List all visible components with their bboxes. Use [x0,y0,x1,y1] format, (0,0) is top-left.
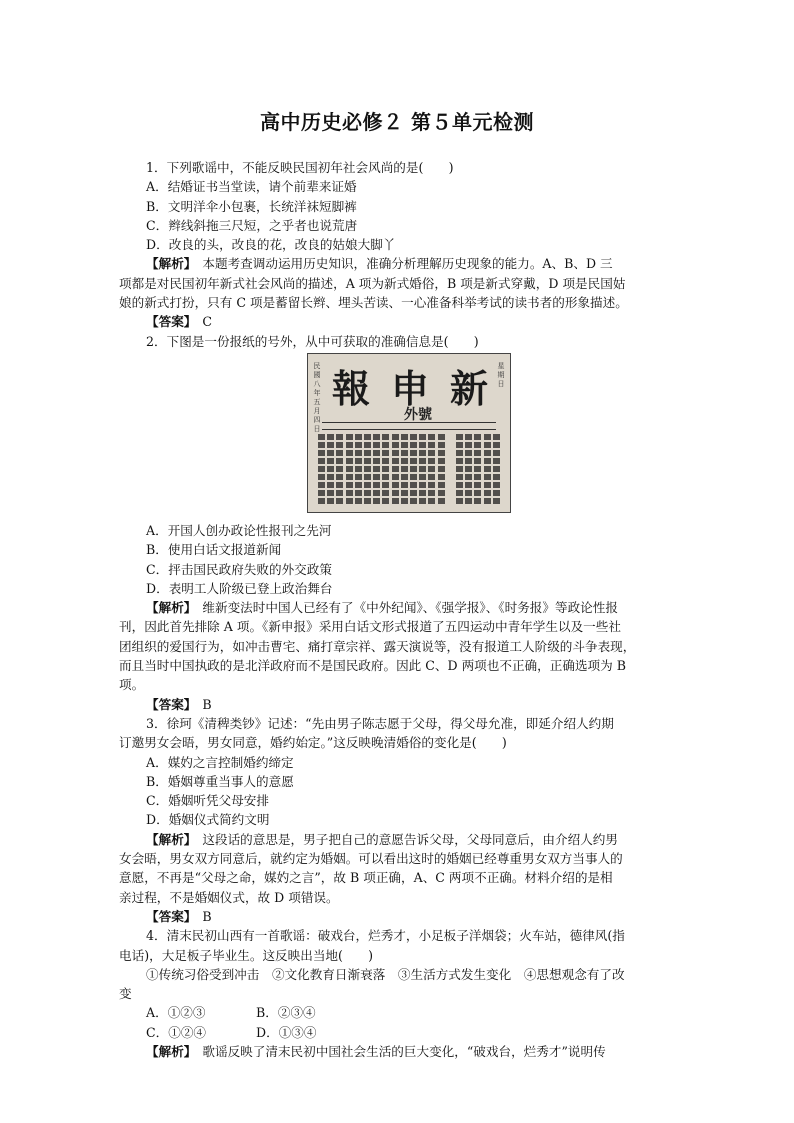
q3-answer: B [202,908,212,924]
masthead-char: 新 [449,366,488,412]
q4-options-row [119,1023,675,1042]
q4-option-c: C．①②④ [146,1024,207,1040]
q4-options-row [119,1003,675,1022]
newspaper-extra-image [307,353,511,513]
q1-stem: 1．下列歌谣中，不能反映民国初年社会风尚的是( ) [146,160,454,175]
q3-option-c: C．婚姻听凭父母安排 [146,793,269,809]
q2-analysis-line: 项。 [119,677,145,693]
q4-stem: 电话)，大足板子毕业生。这反映出当地( ) [119,947,374,963]
q1-option-c: C．辫线斜拖三尺短，之乎者也说荒唐 [146,217,358,233]
q1-answer-tag: 【答案】 [146,314,197,330]
q2-answer: B [202,696,212,712]
q2-option-b: B．使用白话文报道新闻 [146,542,282,558]
q4-option-d: D．①③④ [256,1024,317,1040]
exam-content [119,158,675,1061]
q1-answer: C [202,314,213,330]
q1-analysis-line: 项都是对民国初年新式社会风尚的描述，A 项为新式婚俗，B 项是新式穿戴，D 项是民国姑 [119,275,626,291]
q1-answer-line [119,312,675,331]
masthead-char: 報 [332,366,371,412]
q3-answer-tag: 【答案】 [146,908,197,924]
masthead-char: 申 [390,366,429,412]
q4-stem: 4．清末民初山西有一首歌谣：破戏台，烂秀才，小足板子洋烟袋；火车站，德律风(指 [146,928,625,944]
q4-analysis-line [119,1042,675,1061]
q2-option-a: A．开国人创办政论性报刊之先河 [146,522,332,538]
q2-stem: 2．下图是一份报纸的号外，从中可获取的准确信息是( ) [146,333,479,349]
q3-option-a: A．媒妁之言控制婚约缔定 [146,754,294,770]
newspaper-text-columns [318,434,500,506]
q3-option-b: B．婚姻尊重当事人的意愿 [146,773,294,789]
q3-analysis-line: 意愿，不再是“父母之命，媒妁之言”，故 B 项正确，A、C 两项不正确。材料介绍的是相 [119,870,613,886]
q2-option-c: C．抨击国民政府失败的外交政策 [146,561,332,577]
newspaper-date-column: 民國八年五月四日 [313,361,321,433]
q4-option-b: B．②③④ [256,1005,316,1021]
q2-analysis-line: 刊，因此首先排除 A 项。《新申报》采用白话文形式报道了五四运动中青年学生以及一些社 [119,619,621,635]
q3-analysis-tag: 【解析】 [146,831,197,847]
newspaper-weekday-column: 星期日 [497,361,505,388]
q4-items: 变 [119,986,132,1002]
q1-analysis-text: 本题考查调动运用历史知识，准确分析理解历史现象的能力。A、B、D 三 [202,256,613,272]
q4-analysis-tag: 【解析】 [146,1043,197,1059]
q1-analysis-line: 娘的新式打扮，只有 C 项是蓄留长辫、埋头苦读、一心准备科举考试的读书者的形象描述。 [119,295,628,311]
q2-analysis-line: 而且当时中国执政的是北洋政府而不是国民政府。因此 C、D 两项也不正确，正确选项为 B [119,658,626,674]
q1-analysis-line [119,254,675,273]
q3-analysis-line: 亲过程，不是婚姻仪式，故 D 项错误。 [119,889,339,905]
q1-option-d: D．改良的头，改良的花，改良的姑娘大脚丫 [146,237,396,253]
q1-analysis-tag: 【解析】 [146,256,197,272]
q2-answer-line [119,695,675,714]
newspaper-extra-label: 外號 [404,406,432,423]
q2-analysis-line [119,598,675,617]
q4-option-a: A．①②③ [146,1005,206,1021]
q3-analysis-text: 这段话的意思是，男子把自己的意愿告诉父母，父母同意后，由介绍人约男 [202,831,618,847]
q4-analysis-text: 歌谣反映了清末民初中国社会生活的巨大变化，“破戏台，烂秀才”说明传 [202,1043,606,1059]
q2-analysis-text: 维新变法时中国人已经有了《中外纪闻》、《强学报》、《时务报》等政论性报 [202,600,618,616]
q1-option-a: A．结婚证书当堂读，请个前辈来证婚 [146,179,357,195]
q3-answer-line [119,907,675,926]
q4-items: ①传统习俗受到冲击 ②文化教育日渐衰落 ③生活方式发生变化 ④思想观念有了改 [146,966,625,982]
q1-option-b: B．文明洋伞小包裹，长统洋袜短脚裤 [146,198,357,214]
q3-stem: 3．徐珂《清稗类钞》记述：“先由男子陈志愿于父母，得父母允准，即延介绍人约期 [146,715,614,731]
q2-answer-tag: 【答案】 [146,696,197,712]
q2-option-d: D．表明工人阶级已登上政治舞台 [146,580,333,596]
q3-stem: 订邀男女会晤，男女同意，婚约始定。”这反映晚清婚俗的变化是( ) [119,735,507,751]
newspaper-subtitle-bar [322,422,496,430]
q2-analysis-line: 团组织的爱国行为，如冲击曹宅、痛打章宗祥、露天演说等，没有报道工人阶级的斗争表现， [119,638,636,654]
page-title: 高中历史必修２ 第５单元检测 [260,110,534,134]
q2-analysis-tag: 【解析】 [146,600,197,616]
q3-analysis-line [119,830,675,849]
q3-analysis-line: 女会晤，男女双方同意后，就约定为婚姻。可以看出这时的婚姻已经尊重男女双方当事人的 [119,851,623,867]
q3-option-d: D．婚姻仪式简约文明 [146,812,270,828]
